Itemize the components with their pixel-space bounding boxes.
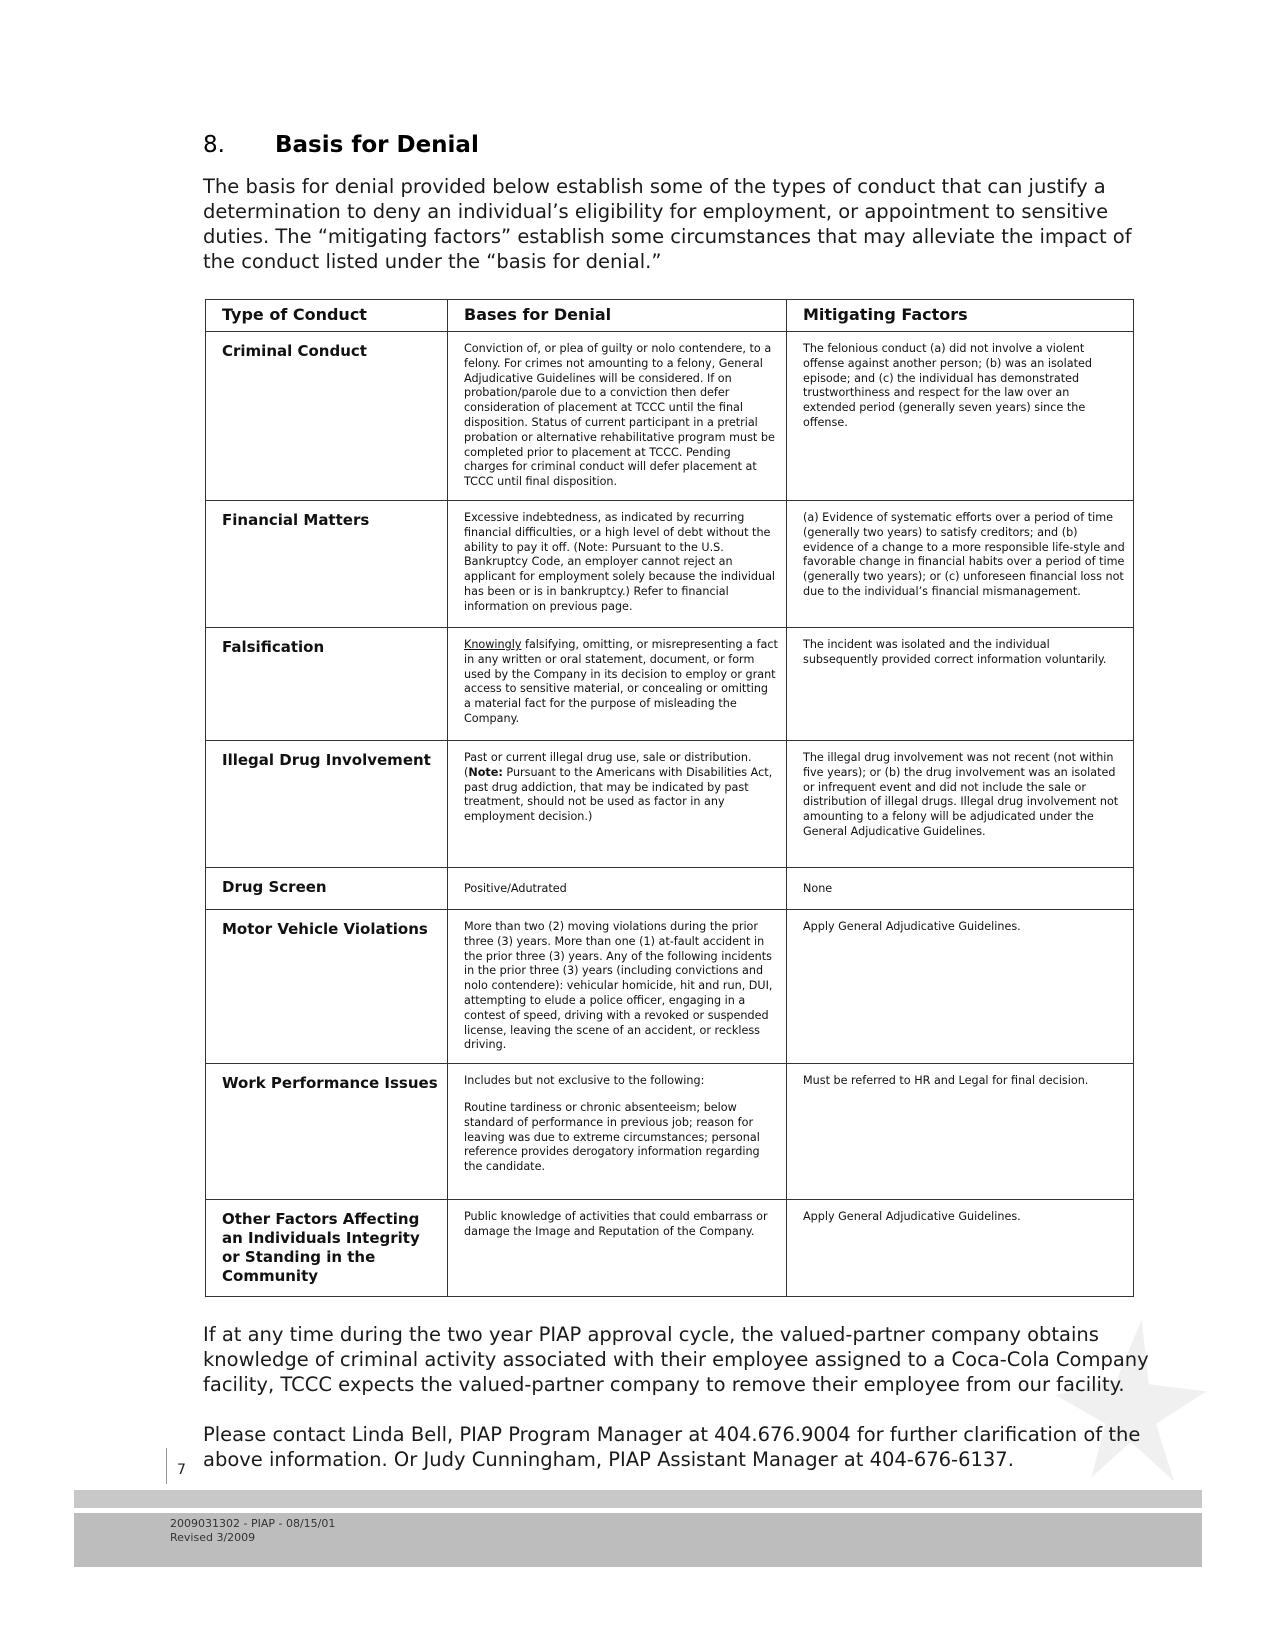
table-row	[206, 1200, 1134, 1297]
section-number: 8.	[203, 132, 225, 158]
contact-paragraph: Please contact Linda Bell, PIAP Program Manager at 404.676.9004 for further clarification of the above information. Or Judy Cunningham, PIAP Assistant Manager at 404-676-6137.	[203, 1423, 1141, 1471]
basis-text	[448, 867, 787, 909]
section-heading	[203, 132, 479, 158]
basis-text: Past or current illegal drug use, sale or distribution. (Note: Pursuant to the Americans with Disabilities Act, past drug addiction, that may be indicated by past treatment, should not be used as factor in any employment decision.)	[448, 740, 787, 867]
basis-text: Excessive indebtedness, as indicated by recurring financial difficulties, or a high level of debt without the ability to pay it off. (Note: Pursuant to the U.S. Bankruptcy Code, an employer cannot reject an applicant for employment solely because the individual has been or is in bankruptcy.) Refer to financial information on previous page.	[448, 500, 787, 627]
mitigating-text: Apply General Adjudicative Guidelines.	[787, 1200, 1134, 1297]
mitigating-text	[787, 867, 1134, 909]
note-label: Note:	[468, 765, 503, 779]
page-number: 7	[177, 1462, 186, 1478]
mitigating-text: Apply General Adjudicative Guidelines.	[787, 909, 1134, 1063]
conduct-type: Other Factors Affecting an Individuals Integrity or Standing in the Community	[206, 1200, 448, 1297]
conduct-type: Financial Matters	[206, 500, 448, 627]
mitigating-text: Must be referred to HR and Legal for final decision.	[787, 1064, 1134, 1200]
header-bases-for-denial: Bases for Denial	[448, 300, 787, 332]
conduct-type: Motor Vehicle Violations	[206, 909, 448, 1063]
table-row	[206, 909, 1134, 1063]
mitigating-text: The felonious conduct (a) did not involve a violent offense against another person; (b) was an isolated episode; and (c) the individual has demonstrated trustworthiness and respect for the law over an extended period (generally seven years) since the offense.	[787, 332, 1134, 501]
conduct-type: Falsification	[206, 627, 448, 740]
basis-value: Positive/Adutrated	[464, 881, 567, 895]
table-row	[206, 740, 1134, 867]
table-row	[206, 867, 1134, 909]
header-mitigating-factors: Mitigating Factors	[787, 300, 1134, 332]
basis-lead: Includes but not exclusive to the following:	[464, 1074, 705, 1088]
basis-extra: Routine tardiness or chronic absenteeism; below standard of performance in previous job; reason for leaving was due to extreme circumstances; personal reference provides derogatory information regarding the candidate.	[464, 1100, 760, 1174]
conduct-table	[205, 299, 1134, 1297]
table-row	[206, 332, 1134, 501]
footer-band-top	[74, 1490, 1202, 1508]
basis-rest: falsifying, omitting, or misrepresenting a fact in any written or oral statement, document, or form used by the Company in its decision to employ or grant access to sensitive material, or concealing or omitting a material fact for the purpose of misleading the Company.	[464, 637, 778, 725]
closing-paragraph: If at any time during the two year PIAP approval cycle, the valued-partner company obtains knowledge of criminal activity associated with their employee assigned to a Coca-Cola Company facility, TCCC expects the valued-partner company to remove their employee from our facility.	[203, 1323, 1149, 1396]
basis-text: Conviction of, or plea of guilty or nolo contendere, to a felony. For crimes not amounting to a felony, General Adjudicative Guidelines will be considered. If on probation/parole due to a conviction then defer consideration of placement at TCCC until the final disposition. Status of current participant in a pretrial probation or alternative rehabilitative program must be completed prior to placement at TCCC. Pending charges for criminal conduct will defer placement at TCCC until final disposition.	[448, 332, 787, 501]
mitigating-text: The incident was isolated and the individual subsequently provided correct information voluntarily.	[787, 627, 1134, 740]
conduct-type: Drug Screen	[206, 867, 448, 909]
basis-note: Pursuant to the Americans with Disabilities Act, past drug addiction, that may be indicated by past treatment, should not be used as factor in any employment decision.)	[464, 765, 773, 824]
basis-text	[448, 627, 787, 740]
footer-text	[170, 1517, 335, 1545]
footer-revised: Revised 3/2009	[170, 1531, 256, 1544]
mitigating-value: None	[803, 881, 833, 895]
basis-text	[448, 1064, 787, 1200]
basis-main: Past or current illegal drug use, sale or distribution.	[464, 750, 752, 764]
conduct-type: Criminal Conduct	[206, 332, 448, 501]
basis-text: Public knowledge of activities that could embarrass or damage the Image and Reputation of the Company.	[448, 1200, 787, 1297]
conduct-type: Work Performance Issues	[206, 1064, 448, 1200]
page-number-divider	[166, 1448, 167, 1484]
table-header-row	[206, 300, 1134, 332]
closing-section	[203, 1322, 1193, 1497]
conduct-type: Illegal Drug Involvement	[206, 740, 448, 867]
table-row	[206, 1064, 1134, 1200]
basis-text: More than two (2) moving violations during the prior three (3) years. More than one (1) at-fault accident in the prior three (3) years. Any of the following incidents in the prior three (3) years (including convictions and nolo contendere): vehicular homicide, hit and run, DUI, attempting to elude a police officer, engaging in a contest of speed, driving with a revoked or suspended license, leaving the scene of an accident, or reckless driving.	[448, 909, 787, 1063]
table-row	[206, 627, 1134, 740]
mitigating-text: (a) Evidence of systematic efforts over a period of time (generally two years) to satisfy creditors; and (b) evidence of a change to a more responsible life-style and favorable change in financial habits over a period of time (generally two years); or (c) unforeseen financial loss not due to the individual’s financial mismanagement.	[787, 500, 1134, 627]
mitigating-text: The illegal drug involvement was not recent (not within five years); or (b) the drug involvement was an isolated or infrequent event and did not include the sale or distribution of illegal drugs. Illegal drug involvement not amounting to a felony will be adjudicated under the General Adjudicative Guidelines.	[787, 740, 1134, 867]
table-row	[206, 500, 1134, 627]
intro-paragraph: The basis for denial provided below establish some of the types of conduct that can justify a determination to deny an individual’s eligibility for employment, or appointment to sensitive duties. The “mitigating factors” establish some circumstances that may alleviate the impact of the conduct listed under the “basis for denial.”	[203, 175, 1132, 273]
basis-emphasis: Knowingly	[464, 637, 522, 651]
section-title: Basis for Denial	[275, 132, 479, 158]
header-type-of-conduct: Type of Conduct	[206, 300, 448, 332]
footer-doc-id: 2009031302 - PIAP - 08/15/01	[170, 1517, 336, 1530]
